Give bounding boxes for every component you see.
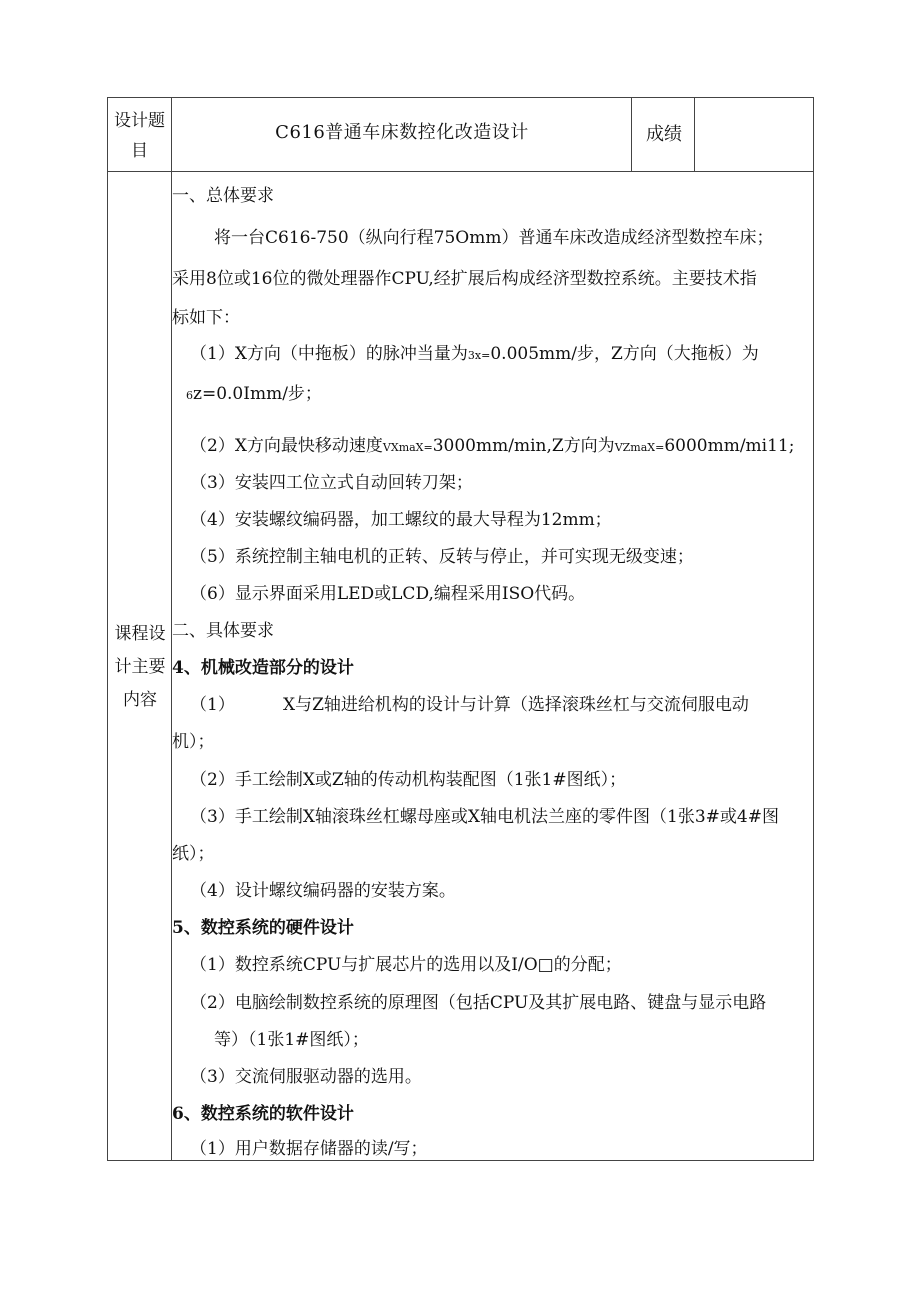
req1-text-a: （1）X方向（中拖板）的脉冲当量为 [190, 344, 468, 364]
grade-value-cell [695, 98, 813, 171]
req1-subscript-2: 6 [186, 389, 193, 402]
topic-label-line-2: 目 [131, 141, 148, 161]
part4-item-2: （2）手工绘制X或Z轴的传动机构装配图（1张1#图纸）； [190, 770, 627, 790]
table-right-border [813, 97, 814, 1161]
req2-text-c: 6000mm/mi11; [664, 436, 795, 456]
requirement-1 [190, 342, 759, 368]
req1-text-b: 0.005mm/步，Z方向（大拖板）为 [490, 344, 759, 364]
topic-value: C616普通车床数控化改造设计 [275, 122, 529, 143]
topic-label-line-1: 设计题 [114, 111, 165, 131]
part5-item-1: （1）数控系统CPU与扩展芯片的选用以及I/O□的分配； [190, 955, 622, 975]
topic-label [108, 106, 171, 166]
req1-text-c: z=0.0Imm/步； [193, 384, 322, 404]
part4-item-1-text: X与Z轴进给机构的设计与计算（选择滚珠丝杠与交流伺服电动 [283, 695, 749, 715]
side-label-line-2: 计主要 [114, 657, 166, 677]
part4-item-1-cont: 机）； [172, 732, 215, 752]
side-label-line-1: 课程设 [114, 624, 166, 644]
req2-text-b: 3000mm/min,Z方向为 [432, 436, 615, 456]
part4-item-3-cont: 纸）； [172, 844, 215, 864]
part6-heading: 6、数控系统的软件设计 [172, 1104, 354, 1124]
requirement-4: （4）安装螺纹编码器，加工螺纹的最大导程为12mm； [190, 510, 612, 530]
section2-heading: 二、具体要求 [172, 621, 274, 641]
part5-item-2-cont: 等）（1张1#图纸）； [214, 1030, 369, 1050]
part6-item-1: （1）用户数据存储器的读/写； [190, 1139, 428, 1159]
intro-line-1: 将一台C616-750（纵向行程75Omm）普通车床改造成经济型数控车床； [214, 228, 774, 248]
part5-heading: 5、数控系统的硬件设计 [172, 918, 354, 938]
requirement-5: （5）系统控制主轴电机的正转、反转与停止，并可实现无级变速； [190, 547, 694, 567]
requirement-2 [190, 434, 794, 460]
intro-line-2: 采用8位或16位的微处理器作CPU,经扩展后构成经济型数控系统。主要技术指 [172, 269, 757, 289]
part4-heading: 4、机械改造部分的设计 [172, 658, 354, 678]
req2-text-a: （2）X方向最快移动速度 [190, 436, 383, 456]
requirement-1-continued [186, 382, 322, 408]
requirement-3: （3）安装四工位立式自动回转刀架； [190, 473, 473, 493]
req2-subscript-1: VXmaX= [382, 441, 433, 454]
req2-subscript-2: VZmaX= [614, 441, 665, 454]
section1-heading: 一、总体要求 [172, 186, 274, 206]
course-content-label [108, 618, 172, 717]
header-row-bottom-border [107, 171, 814, 172]
requirement-6: （6）显示界面采用LED或LCD,编程采用ISO代码。 [190, 584, 586, 604]
side-label-line-3: 内容 [123, 690, 157, 710]
req1-subscript: 3x= [467, 349, 491, 362]
grade-label: 成绩 [646, 124, 682, 145]
part4-item-4: （4）设计螺纹编码器的安装方案。 [190, 881, 456, 901]
part4-item-3: （3）手工绘制X轴滚珠丝杠螺母座或X轴电机法兰座的零件图（1张3#或4#图 [190, 807, 779, 827]
part5-item-3: （3）交流伺服驱动器的选用。 [190, 1067, 422, 1087]
intro-line-3: 标如下： [172, 308, 240, 328]
part5-item-2: （2）电脑绘制数控系统的原理图（包括CPU及其扩展电路、键盘与显示电路 [190, 993, 767, 1013]
part4-item-1-num: （1） [190, 695, 235, 715]
